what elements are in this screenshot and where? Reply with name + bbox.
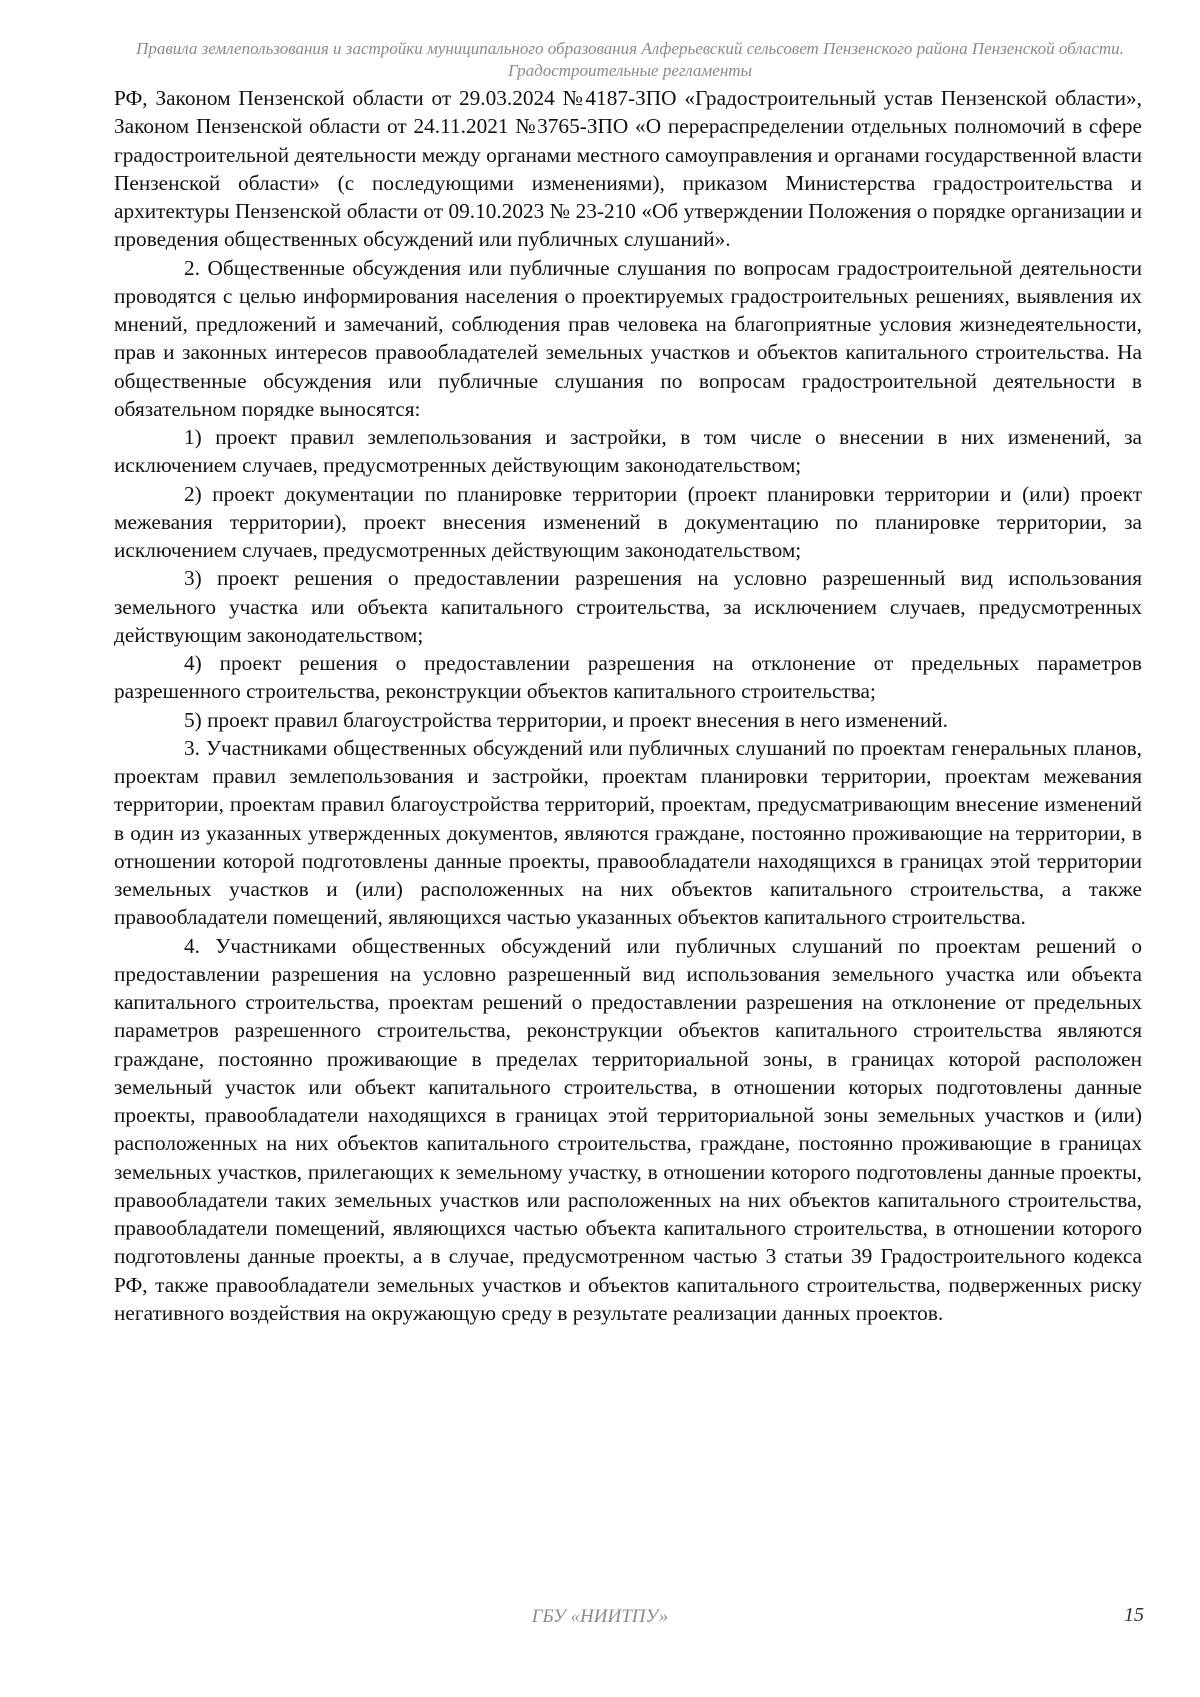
list-item-1: 1) проект правил землепользования и застройки, в том числе о внесении в них изменений, за исключением случаев, предусмотренных действующим законодательством; — [114, 425, 1142, 478]
paragraph-4-participants: 4. Участниками общественных обсуждений или публичных слушаний по проектам решений о предоставлении разрешения на условно разрешенный вид использования земельного участка или объекта капитального строительства, проектам решений о предоставлении разрешения на отклонение от предельных параметров разрешенного строительства, реконструкции объектов капитального строительства являются граждане, постоянно проживающие в пределах территориальной зоны, в границах которой расположен земельный участок или объект капитального строительства, в отношении которых подготовлены данные проекты, правообладатели находящихся в границах этой территориальной зоны земельных участков и (или) расположенных на них объектов капитального строительства, граждане, постоянно проживающие в границах земельных участков, прилегающих к земельному участку, в отношении которого подготовлены данные проекты, правообладатели таких земельных участков или расположенных на них объектов капитального строительства, правообладатели помещений, являющихся частью объекта капитального строительства, в отношении которого подготовлены данные проекты, а в случае, предусмотренном частью 3 статьи 39 Градостроительного кодекса РФ, также правообладатели земельных участков и объектов капитального строительства, подверженных риску негативного воздействия на окружающую среду в результате реализации данных проектов. — [114, 933, 1142, 1325]
paragraph-2-purpose: 2. Общественные обсуждения или публичные слушания по вопросам градостроительной деятельности проводятся с целью информирования населения о проектируемых градостроительных решениях, выявления их мнений, предложений и замечаний, соблюдения прав человека на благоприятные условия жизнедеятельности, прав и законных интересов правообладателей земельных участков и объектов капитального строительства. На общественные обсуждения или публичные слушания по вопросам градостроительной деятельности в обязательном порядке выносятся: — [114, 255, 1142, 421]
page-number: 15 — [1124, 1604, 1144, 1626]
document-body — [114, 84, 1142, 1327]
list-item-2: 2) проект документации по планировке территории (проект планировки территории и (или) проект межевания территории), проект внесения изменений в документацию по планировке территории, за исключением случаев, предусмотренных действующим законодательством; — [114, 481, 1142, 562]
list-item-5: 5) проект правил благоустройства территории, и проект внесения в него изменений. — [184, 707, 948, 732]
list-item-4: 4) проект решения о предоставлении разрешения на отклонение от предельных параметров разрешенного строительства, реконструкции объектов капитального строительства; — [114, 651, 1142, 704]
running-header: Правила землепользования и застройки муниципального образования Алферьевский сельсовет Пензенского района Пензенской области. Градостроительные регламенты — [136, 39, 1124, 80]
paragraph-3-participants: 3. Участниками общественных обсуждений или публичных слушаний по проектам генеральных планов, проектам правил землепользования и застройки, проектам планировки территории, проектам межевания территории, проектам правил благоустройства территорий, проектам, предусматривающим внесение изменений в один из указанных утвержденных документов, являются граждане, постоянно проживающие на территории, в отношении которой подготовлены данные проекты, правообладатели находящихся в границах этой территории земельных участков и (или) расположенных на них объектов капитального строительства, а также правообладатели помещений, являющихся частью указанных объектов капитального строительства. — [114, 735, 1142, 930]
running-footer: ГБУ «НИИТПУ» — [531, 1606, 669, 1627]
paragraph-legal-basis-continued: РФ, Законом Пензенской области от 29.03.2024 №4187-ЗПО «Градостроительный устав Пензенской области», Законом Пензенской области от 24.11.2021 №3765-ЗПО «О перераспределении отдельных полномочий в сфере градостроительной деятельности между органами местного самоуправления и органами государственной власти Пензенской области» (с последующими изменениями), приказом Министерства градостроительства и архитектуры Пензенской области от 09.10.2023 № 23-210 «Об утверждении Положения о порядке организации и проведения общественных обсуждений или публичных слушаний». — [114, 86, 1142, 252]
list-item-3: 3) проект решения о предоставлении разрешения на условно разрешенный вид использования земельного участка или объекта капитального строительства, за исключением случаев, предусмотренных действующим законодательством; — [114, 566, 1142, 647]
